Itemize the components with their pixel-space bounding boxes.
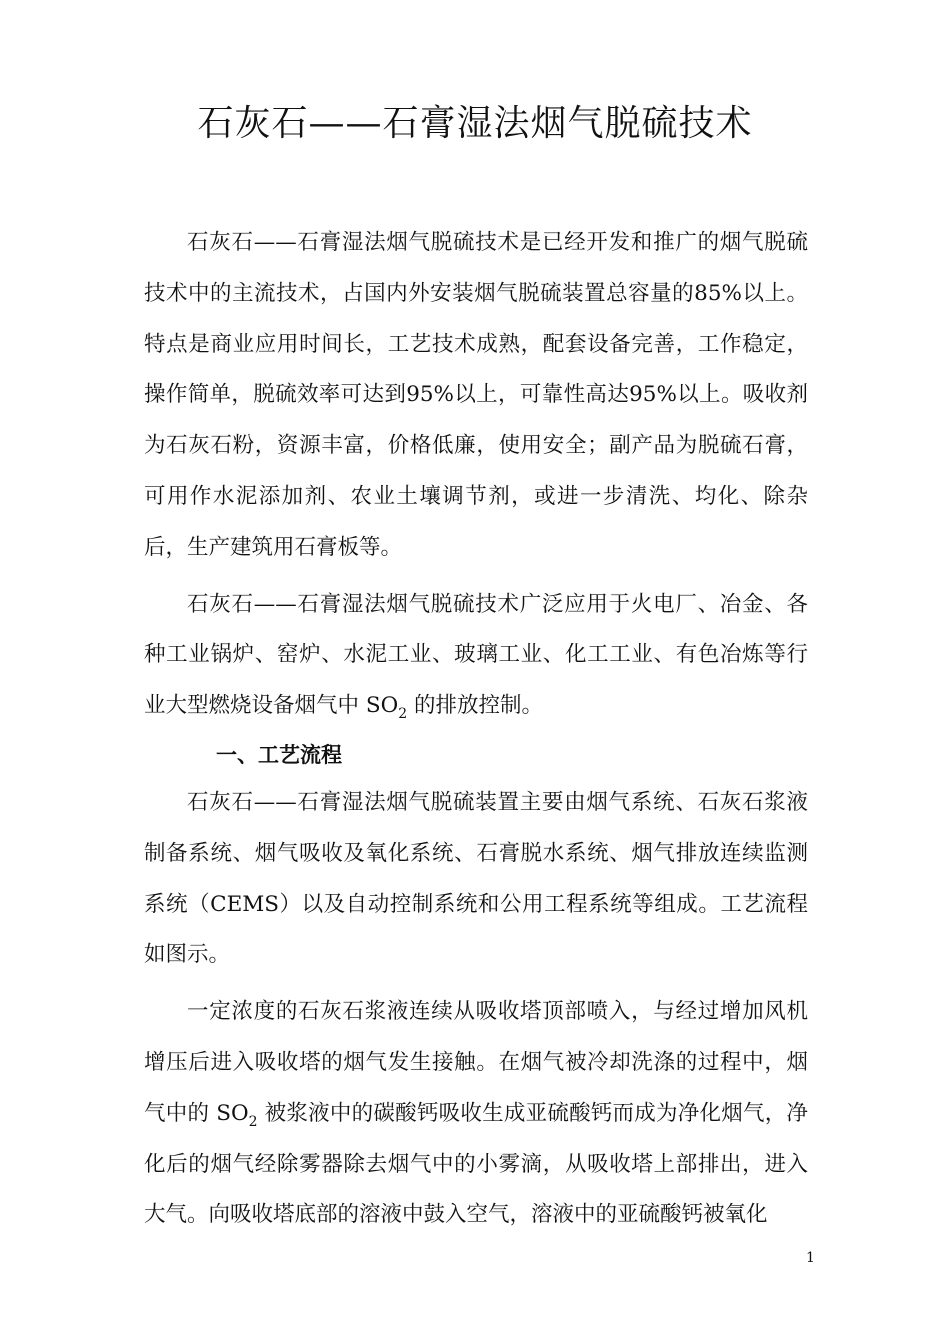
intro-paragraph-2 bbox=[144, 580, 808, 732]
so2-subscript: 2 bbox=[248, 1113, 258, 1130]
intro-paragraph-2-tail: 的排放控制。 bbox=[407, 693, 543, 719]
document-title: 石灰石——石膏湿法烟气脱硫技术 bbox=[197, 103, 753, 144]
intro-paragraph-1: 石灰石——石膏湿法烟气脱硫技术是已经开发和推广的烟气脱硫技术中的主流技术，占国内外安装烟气脱硫装置总容量的85%以上。特点是商业应用时间长，工艺技术成熟，配套设备完善，工作稳定，操作简单，脱硫效率可达到95%以上，可靠性高达95%以上。吸收剂为石灰石粉，资源丰富，价格低廉，使用安全；副产品为脱硫石膏，可用作水泥添加剂、农业土壤调节剂，或进一步清洗、均化、除杂后，生产建筑用石膏板等。 bbox=[144, 230, 808, 560]
intro-paragraph-2-text: 石灰石——石膏湿法烟气脱硫技术广泛应用于火电厂、冶金、各种工业锅炉、窑炉、水泥工业、玻璃工业、化工工业、有色冶炼等行业大型燃烧设备烟气中 SO bbox=[144, 591, 808, 719]
process-paragraph-1: 石灰石——石膏湿法烟气脱硫装置主要由烟气系统、石灰石浆液制备系统、烟气吸收及氧化系统、石膏脱水系统、烟气排放连续监测系统（CEMS）以及自动控制系统和公用工程系统等组成。工艺流程如图示。 bbox=[144, 789, 808, 968]
process-paragraph-2-tail: 被浆液中的碳酸钙吸收生成亚硫酸钙而成为净化烟气，净化后的烟气经除雾器除去烟气中的小雾滴，从吸收塔上部排出，进入大气。向吸收塔底部的溶液中鼓入空气，溶液中的亚硫酸钙被氧化 bbox=[144, 1100, 808, 1228]
process-paragraph-2 bbox=[144, 987, 808, 1241]
page-number: 1 bbox=[806, 1250, 815, 1266]
so2-subscript: 2 bbox=[398, 706, 408, 723]
section-heading-process: 一、工艺流程 bbox=[216, 742, 342, 767]
process-paragraph-2-text: 一定浓度的石灰石浆液连续从吸收塔顶部喷入，与经过增加风机增压后进入吸收塔的烟气发生接触。在烟气被冷却洗涤的过程中，烟气中的 SO bbox=[144, 999, 808, 1126]
document-body bbox=[144, 218, 808, 1241]
